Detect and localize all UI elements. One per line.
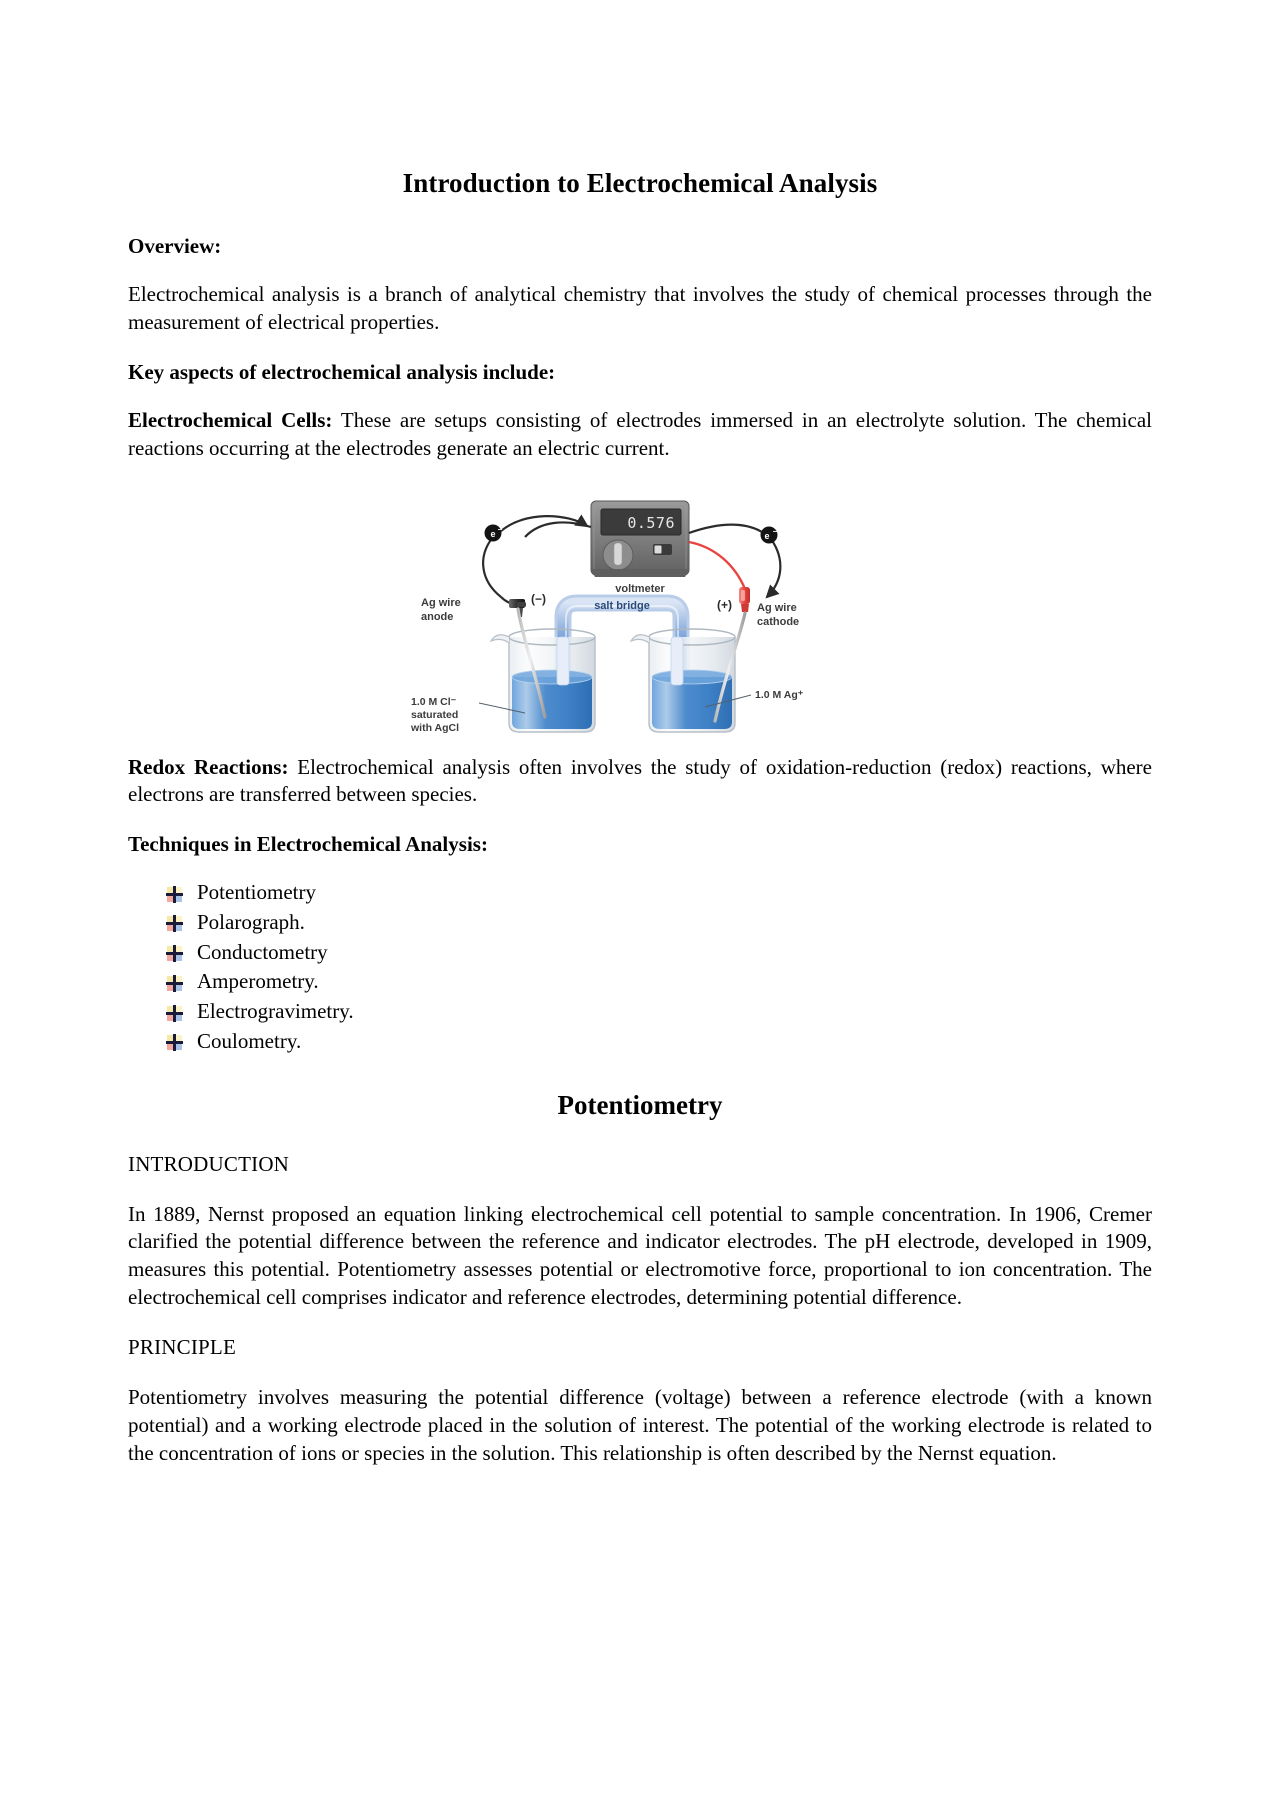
list-item-label: Polarograph. [197,910,305,935]
electron-left-icon [485,524,503,541]
figure-container [128,485,1152,740]
overview-paragraph: Electrochemical analysis is a branch of analytical chemistry that involves the study of chemical processes through the measurement of electrical properties. [128,281,1152,334]
list-item-label: Electrogravimetry. [197,999,354,1024]
electrochemical-cells-text: These are setups consisting of electrodes immersed in an electrolyte solution. The chemical reactions occurring at the electrodes generate an electric current. [128,407,1152,460]
overview-heading: Overview: [128,234,222,258]
svg-text:−: − [497,524,503,534]
cathode-label-line1: Ag wire [757,601,797,614]
svg-text:−: − [772,526,778,536]
left-solution-line2: saturated [411,708,459,721]
negative-sign-label: (−) [531,591,546,606]
techniques-heading: Techniques in Electrochemical Analysis: [128,832,488,857]
cross-bullet-icon [166,945,183,962]
cathode-label-line2: cathode [757,615,800,628]
principle-paragraph: Potentiometry involves measuring the potential difference (voltage) between a reference electrode (with a known potential) and a working electrode placed in the solution of interest. The potential of the working electrode is related to the concentration of ions or species in the solution. This relationship is often described by the Nernst equation. [128,1385,1152,1465]
list-item-label: Potentiometry [197,880,316,905]
redox-reactions-paragraph [128,754,1152,810]
electrochemical-cells-lead: Electrochemical Cells: [128,407,333,432]
list-item [166,939,1152,967]
left-beaker-icon [491,609,595,732]
cathode-clip-icon [739,587,750,612]
key-aspects-heading: Key aspects of electrochemical analysis include: [128,359,556,384]
redox-reactions-text: Electrochemical analysis often involves the study of oxidation-reduction (redox) reactions, where electrons are transferred between species. [128,754,1152,807]
cross-bullet-icon [166,1005,183,1022]
svg-text:0.576: 0.576 [627,513,675,532]
anode-label-line1: Ag wire [421,596,461,609]
redox-reactions-lead: Redox Reactions: [128,754,289,779]
introduction-heading: INTRODUCTION [128,1151,290,1176]
list-item-label: Conductometry [197,939,328,964]
left-solution-line1: 1.0 M Cl⁻ [411,695,457,708]
salt-bridge-label: salt bridge [594,599,650,612]
list-item [166,1028,1152,1056]
left-solution-line3: with AgCl [411,721,460,734]
electron-right-icon [761,526,778,543]
list-item-label: Amperometry. [197,969,319,994]
anode-label-line2: anode [421,610,454,623]
svg-text:e: e [490,528,496,539]
techniques-list [128,879,1152,1055]
cross-bullet-icon [166,1034,183,1051]
introduction-paragraph: In 1889, Nernst proposed an equation linking electrochemical cell potential to sample concentration. In 1906, Cremer clarified the potential difference between the reference and indicator electrodes. The pH electrode, developed in 1909, measures this potential. Potentiometry assesses potential or electromotive force, proportional to ion concentration. The electrochemical cell comprises indicator and reference electrodes, determining potential difference. [128,1201,1152,1310]
list-item-label: Coulometry. [197,1028,302,1053]
potentiometry-heading: Potentiometry [557,1089,723,1120]
cross-bullet-icon [166,975,183,992]
voltmeter-icon [591,501,689,577]
page-title: Introduction to Electrochemical Analysis [402,168,878,198]
list-item [166,879,1152,907]
galvanic-cell-figure [405,485,875,740]
principle-heading: PRINCIPLE [128,1335,236,1360]
positive-sign-label: (+) [717,597,732,612]
list-item [166,968,1152,996]
voltmeter-label: voltmeter [615,582,665,595]
list-item [166,998,1152,1026]
svg-text:e: e [764,530,770,541]
right-solution-label: 1.0 M Ag⁺ [755,688,804,701]
electrochemical-cells-paragraph [128,407,1152,463]
cross-bullet-icon [166,915,183,932]
cross-bullet-icon [166,886,183,903]
list-item [166,909,1152,937]
